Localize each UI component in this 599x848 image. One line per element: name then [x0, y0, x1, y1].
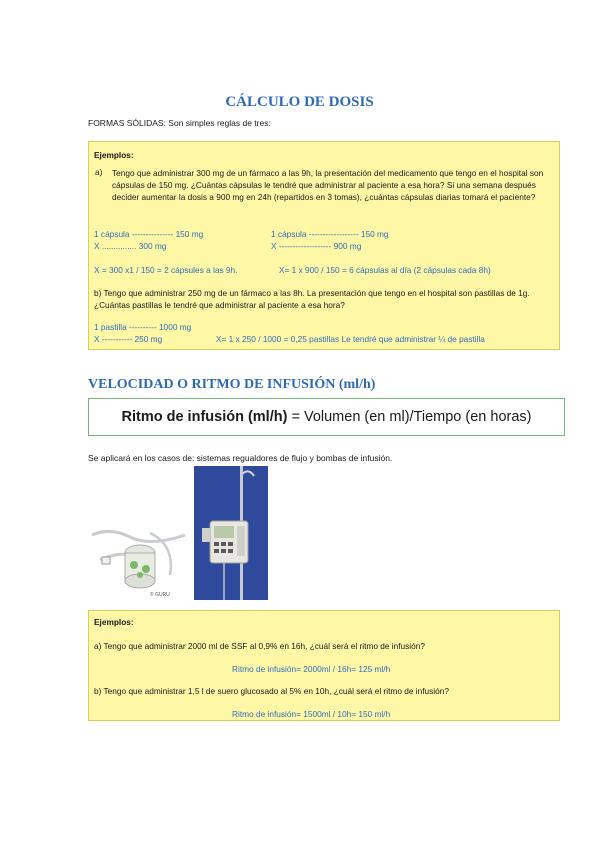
application-text: Se aplicará en los casos de: sistemas regualdores de flujo y bombas de infusión.: [88, 453, 393, 463]
infusion-formula-box: [88, 398, 565, 436]
formula-rest: = Volumen (en ml)/Tiempo (en horas): [287, 409, 532, 425]
image-caption: © GURU: [150, 592, 170, 598]
rule-of-three-1-line1: 1 cápsula --------------- 150 mg: [94, 229, 204, 239]
rule-of-three-2-line1: 1 cápsula ------------------ 150 mg: [271, 229, 389, 239]
result-3: X= 1 x 250 / 1000 = 0,25 pastillas Le tendré que administrar ¼ de pastilla: [216, 334, 485, 344]
rule-of-three-3-line1: 1 pastilla ---------- 1000 mg: [94, 322, 192, 332]
rule-of-three-2-line2: X ------------------- 900 mg: [271, 241, 362, 251]
example-a-label: a): [95, 167, 103, 177]
examples-heading-2: Ejemplos:: [94, 617, 134, 627]
examples-box-infusion: [88, 610, 560, 721]
examples-heading: Ejemplos:: [94, 150, 134, 160]
rule-of-three-1-line2: X ............... 300 mg: [94, 241, 167, 251]
example-b-infusion: b) Tengo que administrar 1,5 l de suero glucosado al 5% en 10h, ¿cuál será el ritmo de infusión?: [94, 686, 449, 696]
section-title-infusion: VELOCIDAD O RITMO DE INFUSIÓN (ml/h): [88, 377, 376, 392]
result-1: X = 300 x1 / 150 = 2 cápsules a las 9h.: [94, 265, 238, 275]
formula-bold: Ritmo de infusión (ml/h): [121, 409, 288, 425]
flow-regulator-image: [90, 505, 190, 600]
result-2: X= 1 x 900 / 150 = 6 cápsulas al día (2 cápsulas cada 8h): [279, 265, 491, 275]
example-b-infusion-result: Ritmo de infusión= 1500ml / 10h= 150 ml/h: [232, 709, 391, 719]
example-a-infusion: a) Tengo que administrar 2000 ml de SSF al 0,9% en 16h, ¿cuál será el ritmo de infusión?: [94, 641, 425, 651]
example-a-text: Tengo que administrar 300 mg de un fármaco a las 9h, la presentación del medicamento que tengo en el hospital son cápsulas de 150 mg. ¿Cuántas cápsulas le tendré que administrar al paciente a esa hora? Si una semana después decider aumentar la dosis a 900 mg en 24h (repartidos en 3 tomas), ¿cuántas cápsulas diarias tomará el paciente?: [112, 168, 544, 203]
example-a-infusion-result: Ritmo de infusión= 2000ml / 16h= 125 ml/h: [232, 664, 391, 674]
example-b-text: b) Tengo que administrar 250 mg de un fármaco a las 8h. La presentación que tengo en el hospital son pastillas de 1g. ¿Cuántas pastillas le tendré que administrar al paciente a esa hora?: [94, 288, 530, 311]
intro-text: FORMAS SÓLIDAS: Son simples reglas de tres:: [88, 118, 271, 128]
rule-of-three-3-line2: X ----------- 250 mg: [94, 334, 163, 344]
examples-box-solid: [88, 141, 560, 350]
page-title: CÁLCULO DE DOSIS: [225, 94, 374, 110]
infusion-pump-image: [194, 466, 268, 600]
